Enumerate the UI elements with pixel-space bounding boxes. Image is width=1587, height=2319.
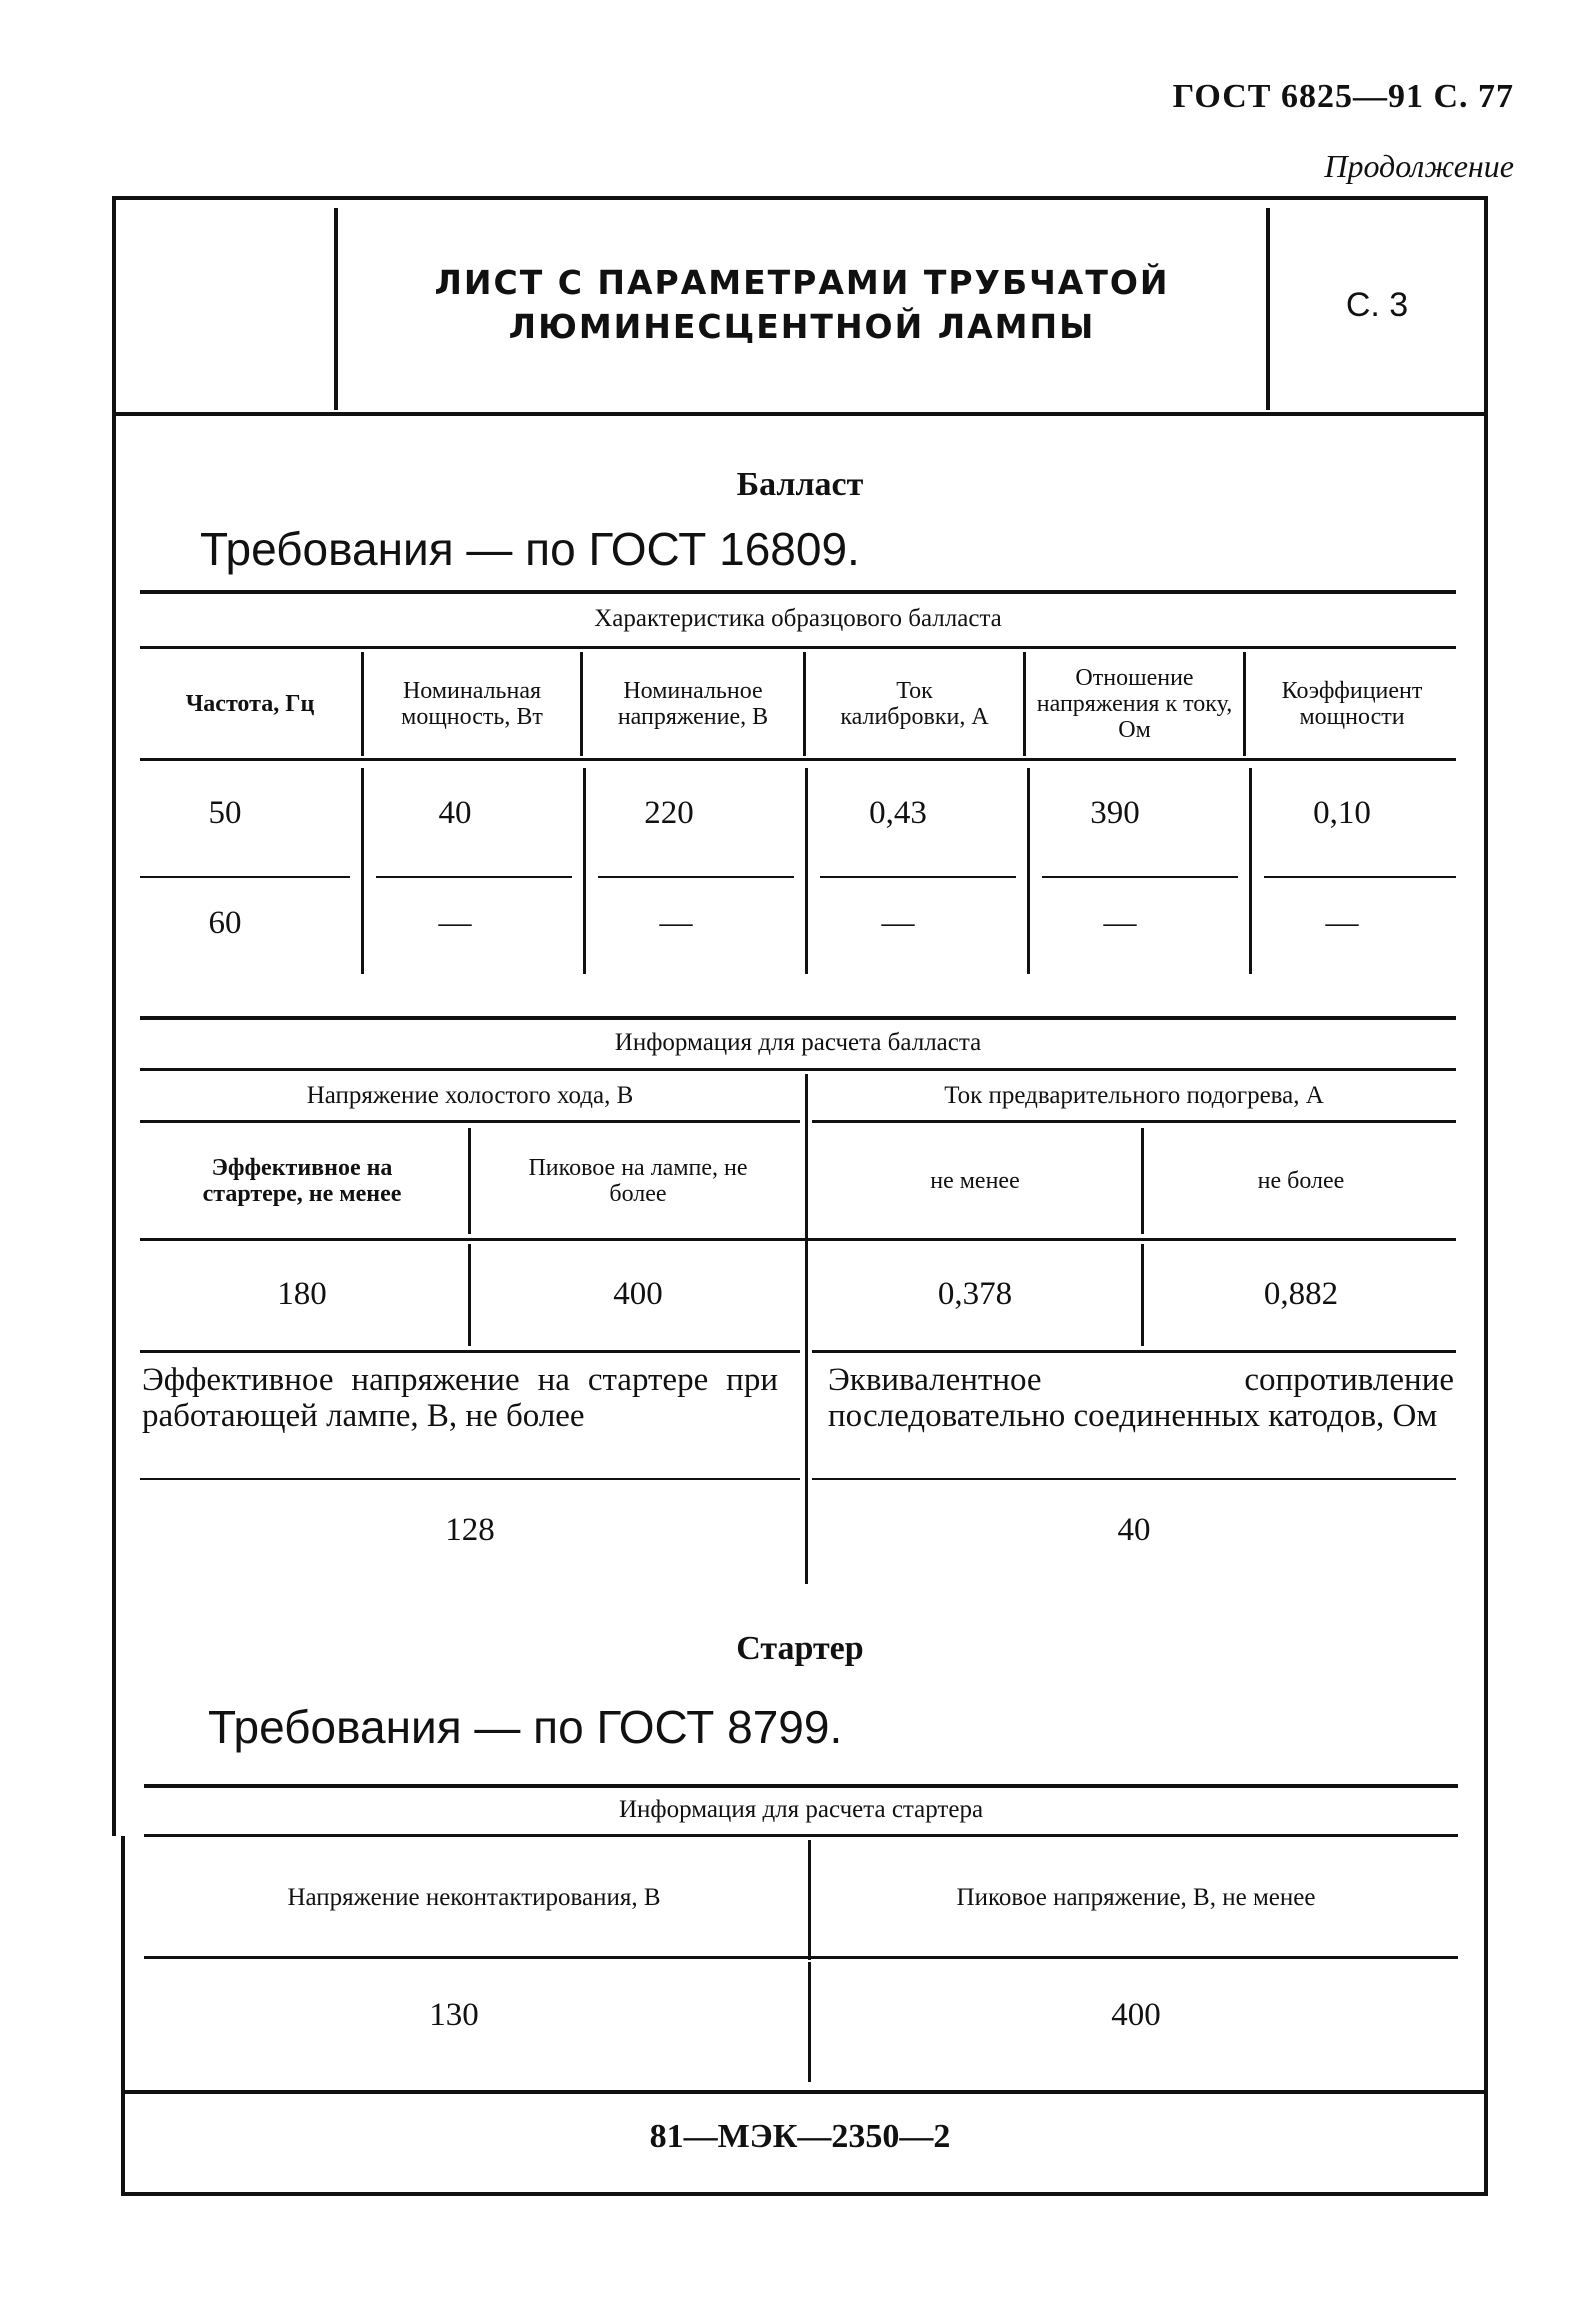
- table1-col-power-factor: Коэффициент мощности: [1281, 678, 1423, 730]
- table1-cell: 390: [1090, 794, 1140, 831]
- doc-reference: ГОСТ 6825—91 С. 77: [1172, 78, 1514, 115]
- table2-cathode-resistance-value: 40: [1117, 1511, 1151, 1548]
- table2-group-open-circuit-voltage: Напряжение холостого хода, В: [306, 1082, 634, 1109]
- ballast-heading: Балласт: [736, 466, 864, 503]
- footer-code: 81—МЭК—2350—2: [649, 2118, 951, 2155]
- continuation-label: Продолжение: [1324, 148, 1514, 184]
- table2-value: 0,882: [1263, 1275, 1339, 1312]
- sheet-title-line1: ЛИСТ С ПАРАМЕТРАМИ ТРУБЧАТОЙ: [434, 263, 1170, 302]
- table2-value: 180: [277, 1275, 327, 1312]
- table2-value: 400: [613, 1275, 663, 1312]
- table2-caption: Информация для расчета балласта: [614, 1029, 982, 1056]
- table1-col-frequency: Частота, Гц: [185, 691, 315, 717]
- table1-cell: —: [1103, 904, 1137, 941]
- table1-cell: 40: [438, 794, 472, 831]
- starter-table-caption: Информация для расчета стартера: [618, 1796, 984, 1823]
- table1-col-calibration-current: Ток калибровки, А: [840, 678, 989, 730]
- starter-value: 400: [1111, 1996, 1161, 2033]
- starter-requirements: Требования — по ГОСТ 8799.: [208, 1701, 843, 1753]
- table1-cell: 60: [208, 904, 242, 941]
- sheet-title: [338, 250, 1266, 360]
- starter-value: 130: [429, 1996, 479, 2033]
- starter-col-non-contact-voltage: Напряжение неконтактирования, В: [287, 1884, 661, 1911]
- table2-starter-working-voltage-value: 128: [445, 1511, 495, 1548]
- table2-col-effective-starter: Эффективное на стартере, не менее: [202, 1155, 402, 1207]
- table1-col-rated-power: Номинальная мощность, Вт: [401, 678, 543, 730]
- table1-cell: 0,10: [1313, 794, 1371, 831]
- starter-heading: Стартер: [736, 1630, 864, 1667]
- table1-caption: Характеристика образцового балласта: [594, 605, 1002, 632]
- starter-col-peak-voltage: Пиковое напряжение, В, не менее: [956, 1884, 1316, 1911]
- table1-col-voltage-current-ratio: Отношение напряжения к току, Ом: [1036, 665, 1233, 743]
- table1-cell: —: [1325, 904, 1359, 941]
- ballast-requirements: Требования — по ГОСТ 16809.: [200, 523, 860, 575]
- table1-cell: —: [881, 904, 915, 941]
- table1-cell: 220: [644, 794, 694, 831]
- table1-cell: 0,43: [869, 794, 927, 831]
- table2-col-max: не более: [1257, 1168, 1345, 1194]
- table1-cell: —: [438, 904, 472, 941]
- table2-col-peak-lamp: Пиковое на лампе, не более: [528, 1155, 748, 1207]
- table2-starter-working-voltage-label: Эффективное напряжение на стартере при работающей лампе, В, не более: [142, 1362, 778, 1434]
- table2-group-preheat-current: Ток предварительного подогрева, А: [944, 1082, 1324, 1109]
- table2-cathode-resistance-label: Эквивалентное сопротивление последовательно соединенных катодов, Ом: [828, 1362, 1454, 1434]
- table2-value: 0,378: [937, 1275, 1013, 1312]
- table1-cell: —: [659, 904, 693, 941]
- sheet-title-line2: ЛЮМИНЕСЦЕНТНОЙ ЛАМПЫ: [508, 307, 1096, 346]
- table1-cell: 50: [208, 794, 242, 831]
- table1-col-rated-voltage: Номинальное напряжение, В: [617, 678, 769, 730]
- table2-col-min: не менее: [930, 1168, 1020, 1194]
- sheet-page-number: С. 3: [1345, 285, 1409, 324]
